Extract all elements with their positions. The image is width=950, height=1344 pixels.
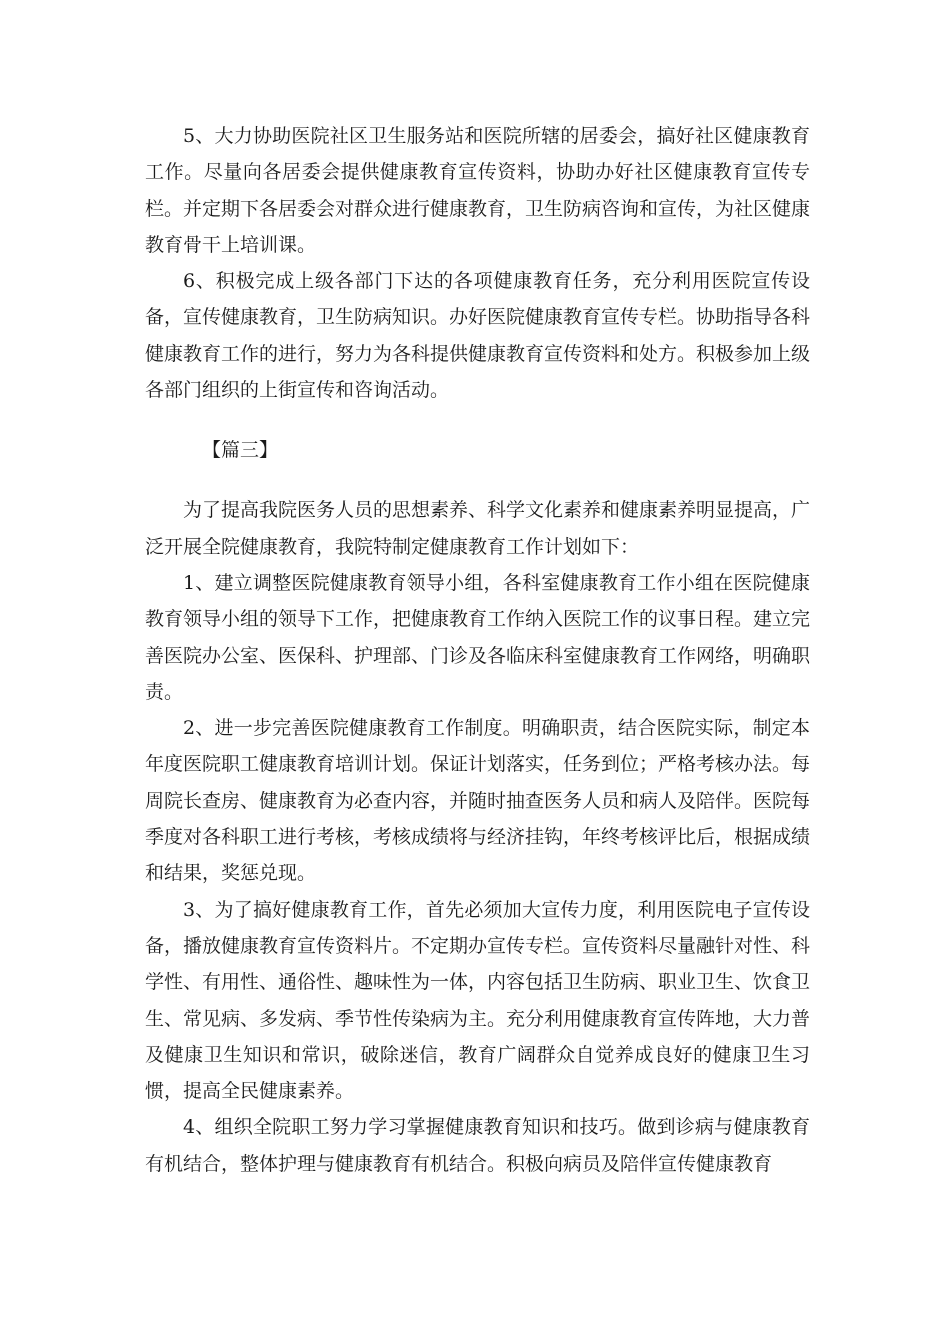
document-page [145, 118, 810, 1182]
paragraph-item-1: 1、建立调整医院健康教育领导小组，各科室健康教育工作小组在医院健康教育领导小组的领导下工作，把健康教育工作纳入医院工作的议事日程。建立完善医院办公室、医保科、护理部、门诊及各临床科室健康教育工作网络，明确职责。 [145, 571, 811, 703]
paragraph-item-6: 6、积极完成上级各部门下达的各项健康教育任务，充分利用医院宣传设备，宣传健康教育，卫生防病知识。办好医院健康教育宣传专栏。协助指导各科健康教育工作的进行，努力为各科提供健康教育宣传资料和处方。积极参加上级各部门组织的上街宣传和咨询活动。 [145, 270, 811, 402]
paragraph-item-2: 2、进一步完善医院健康教育工作制度。明确职责，结合医院实际，制定本年度医院职工健康教育培训计划。保证计划落实，任务到位；严格考核办法。每周院长查房、健康教育为必查内容，并随时抽查医务人员和病人及陪伴。医院每季度对各科职工进行考核，考核成绩将与经济挂钩，年终考核评比后，根据成绩和结果，奖惩兑现。 [145, 717, 811, 885]
paragraph-item-3: 3、为了搞好健康教育工作，首先必须加大宣传力度，利用医院电子宣传设备，播放健康教育宣传资料片。不定期办宣传专栏。宣传资料尽量融针对性、科学性、有用性、通俗性、趣味性为一体，内容包括卫生防病、职业卫生、饮食卫生、常见病、多发病、季节性传染病为主。充分利用健康教育宣传阵地，大力普及健康卫生知识和常识，破除迷信，教育广阔群众自觉养成良好的健康卫生习惯，提高全民健康素养。 [145, 898, 811, 1103]
paragraph-item-5: 5、大力协助医院社区卫生服务站和医院所辖的居委会，搞好社区健康教育工作。尽量向各居委会提供健康教育宣传资料，协助办好社区健康教育宣传专栏。并定期下各居委会对群众进行健康教育，卫生防病咨询和宣传，为社区健康教育骨干上培训课。 [145, 125, 811, 256]
paragraph-intro: 为了提高我院医务人员的思想素养、科学文化素养和健康素养明显提高，广泛开展全院健康教育，我院特制定健康教育工作计划如下： [145, 499, 811, 558]
paragraph-item-4: 4、组织全院职工努力学习掌握健康教育知识和技巧。做到诊病与健康教育有机结合，整体护理与健康教育有机结合。积极向病员及陪伴宣传健康教育 [145, 1116, 810, 1175]
section-heading: 【篇三】 [202, 439, 279, 462]
